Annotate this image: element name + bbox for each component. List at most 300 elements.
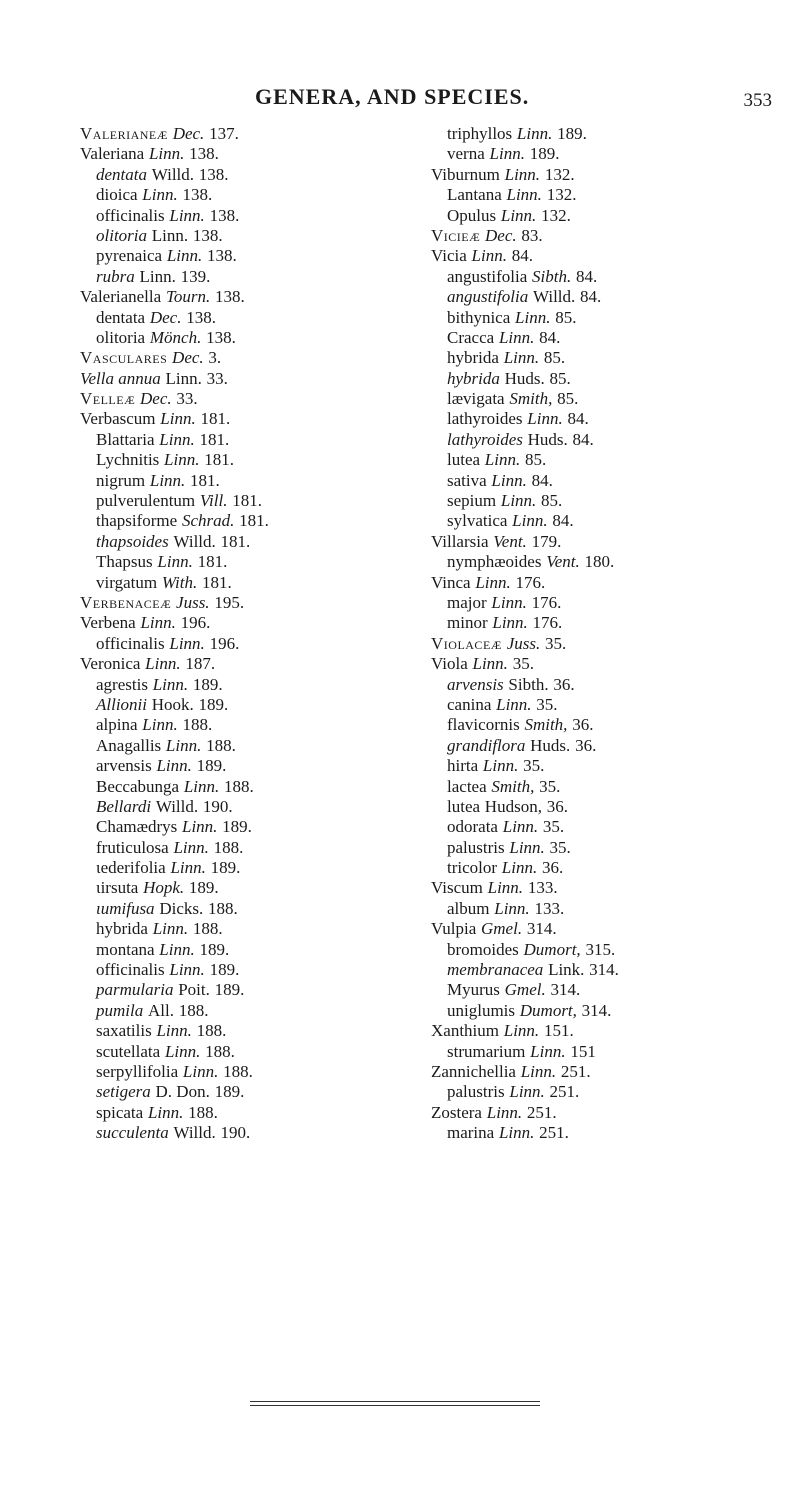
index-entry-genus [80,144,460,164]
entry-text: 189. [557,124,587,143]
index-entry-species [431,736,800,756]
entry-text: angustifolia [447,287,529,307]
entry-text: 133. [534,898,565,918]
entry-text: 138. [209,205,240,225]
entry-text: Vinca [431,572,471,592]
index-entry-species [431,185,800,205]
entry-text: pumila [96,1000,144,1020]
entry-text: hybrida [96,919,148,939]
entry-text: 36. [572,715,594,735]
entry-text: 188. [207,898,238,918]
entry-text: Opulus [447,205,497,225]
entry-text: officinalis [96,633,165,653]
entry-text: Dec. [485,225,517,245]
entry-text: Linn. [181,817,218,837]
index-entry-species [431,695,800,715]
entry-text: uniglumis [447,1000,516,1020]
entry-text: lactea [447,776,487,796]
index-entry-species [431,389,800,409]
index-entry-species [80,899,460,919]
entry-text: sylvatica [447,511,508,531]
entry-text: succulenta [96,1123,169,1143]
entry-text: Velleæ [80,389,136,409]
entry-text: scutellata [96,1041,161,1061]
entry-text: Linn. [482,756,519,776]
entry-text: thapsiforme [96,511,178,531]
index-entry-species [431,552,800,572]
entry-text: 84. [552,511,574,531]
entry-text: 188. [224,776,254,796]
index-entry-genus [431,878,800,898]
entry-text: Vulpia [431,919,477,939]
entry-text: 36. [546,796,568,816]
entry-text: sativa [447,470,487,490]
entry-text: Dec. [172,124,205,143]
entry-text: olitoria [96,225,148,245]
index-entry-species [80,552,460,572]
entry-text: Juss. [506,633,541,653]
entry-text: Valerianeæ [80,124,168,143]
entry-text: officinalis [96,205,165,225]
index-entry-species [431,1082,800,1102]
entry-text: D. Don. [155,1082,210,1102]
entry-text: saxatilis [96,1021,152,1041]
entry-text: 251. [539,1123,569,1143]
entry-text: 189. [209,960,240,980]
entry-text: 138. [192,225,223,245]
entry-text: palustris [447,837,505,857]
index-entry-species [80,777,460,797]
entry-text: Linn. [169,633,205,653]
entry-text: Linn. [166,246,203,266]
index-entry-species [431,308,800,328]
entry-text: Lychnitis [96,450,160,470]
index-entry-species [431,960,800,980]
index-entry-species [80,185,460,205]
entry-text: sepium [447,491,497,511]
entry-text: Myurus [447,980,500,1000]
entry-text: 315. [585,939,616,959]
entry-text: 189. [210,858,241,878]
entry-text: 132. [546,185,577,205]
index-entry-genus [431,226,800,246]
index-entry-species [80,634,460,654]
index-entry-genus [80,124,460,144]
entry-text: Huds. [527,429,568,449]
entry-text: 138. [182,185,213,205]
index-entry-genus [431,246,800,266]
entry-text: 84. [539,327,561,347]
entry-text: flavicornis [447,715,520,735]
entry-text: Linn. [173,837,209,857]
entry-text: bromoides [447,939,519,959]
entry-text: 132. [541,205,571,225]
entry-text: Lantana [447,185,502,205]
entry-text: 181. [204,450,234,470]
index-entry-species [80,308,460,328]
index-entry-species [80,246,460,266]
entry-text: 181. [199,429,230,449]
entry-text: Linn. [165,368,202,388]
entry-text: hirta [447,756,479,776]
entry-text: Sibth. [532,266,572,286]
entry-text: 188. [213,837,244,857]
entry-text: agrestis [96,674,148,694]
entry-text: Allionii [96,694,147,714]
entry-text: Linn. [500,491,537,511]
entry-text: 85. [524,450,547,470]
entry-text: 176. [531,592,562,612]
index-entry-species [431,287,800,307]
entry-text: Verbena [80,613,136,633]
entry-text: 84. [567,409,589,429]
entry-text: Dumort, [519,1000,577,1020]
index-entry-species [431,430,800,450]
entry-text: 151 [570,1041,596,1061]
page-number: 353 [743,90,772,111]
index-entry-species [431,940,800,960]
entry-text: ιirsuta [96,878,139,898]
entry-text: membranacea [447,960,544,980]
entry-text: 181. [197,552,228,572]
entry-text: thapsoides [96,531,169,551]
entry-text: spicata [96,1102,144,1122]
entry-text: rubra [96,266,135,286]
entry-text: 179. [531,531,562,551]
index-entry-species [80,450,460,470]
entry-text: Linn. [498,1123,535,1143]
entry-text: Linn. [140,613,176,633]
entry-text: 84. [511,246,533,266]
entry-text: 84. [575,266,598,286]
entry-text: 84. [572,429,594,449]
index-entry-species [431,450,800,470]
index-entry-genus [80,287,460,307]
entry-text: 35. [544,633,567,653]
entry-text: Linn. [151,225,189,245]
index-entry-species [80,797,460,817]
entry-text: Linn. [484,450,521,470]
index-entry-species [431,471,800,491]
index-entry-species [80,430,460,450]
entry-text: Dicks. [159,898,204,918]
entry-text: Linn. [164,450,200,470]
entry-text: 189. [188,878,219,898]
entry-text: Linn. [489,144,525,164]
entry-text: 190. [202,796,233,816]
index-entry-species [80,1001,460,1021]
entry-text: 189. [214,980,245,1000]
index-entry-species [431,838,800,858]
entry-text: lævigata [447,389,505,409]
index-entry-species [431,328,800,348]
entry-text: 35. [512,654,534,674]
entry-text: Smith, [509,389,553,409]
entry-text: Willd. [532,287,576,307]
entry-text: Tourn. [165,287,211,307]
entry-text: pulverulentum [96,491,196,511]
entry-text: Dumort, [523,939,581,959]
entry-text: Schrad. [181,511,235,531]
entry-text: 181. [200,409,231,429]
entry-text: 189. [198,694,229,714]
entry-text: 85. [555,307,577,327]
entry-text: verna [447,144,485,164]
entry-text: setigera [96,1082,151,1102]
entry-text: Linn. [516,124,553,143]
entry-text: 188. [188,1102,218,1122]
entry-text: 138. [198,164,229,184]
entry-text: 189. [214,1082,245,1102]
entry-text: triphyllos [447,124,513,143]
entry-text: Linn. [487,878,524,898]
entry-text: Linn. [159,429,195,449]
entry-text: 138. [206,327,236,347]
entry-text: Linn. [515,307,551,327]
entry-text: With. [161,572,198,592]
entry-text: Mönch. [149,327,202,347]
entry-text: Linn. [142,185,178,205]
entry-text: Linn. [502,817,539,837]
index-entry-species [431,409,800,429]
entry-text: Linn. [147,1102,184,1122]
entry-text: Linn. [494,898,530,918]
entry-text: Linn. [160,409,196,429]
index-entry-species [431,593,800,613]
entry-text: Poit. [178,980,210,1000]
index-entry-species [431,511,800,531]
entry-text: 181. [239,511,269,531]
entry-text: Linn. [145,654,181,674]
entry-text: 133. [527,878,558,898]
index-entry-species [80,756,460,776]
entry-text: Linn. [182,1061,219,1081]
entry-text: Linn. [475,572,511,592]
index-entry-species [80,267,460,287]
entry-text: Gmel. [481,919,523,939]
entry-text: palustris [447,1082,505,1102]
index-entry-genus [431,165,800,185]
index-entry-species [80,858,460,878]
entry-text: virgatum [96,572,158,592]
entry-text: dentata [96,307,146,327]
entry-text: Linn. [500,205,537,225]
entry-text: 188. [223,1061,253,1081]
index-entry-species [431,1042,800,1062]
entry-text: 85. [541,491,563,511]
index-entry-genus [431,1062,800,1082]
entry-text: Linn. [472,654,508,674]
entry-text: Blattaria [96,429,155,449]
entry-text: canina [447,694,492,714]
entry-text: ιederifolia [96,858,166,878]
entry-text: Linn. [491,470,527,490]
entry-text: 187. [185,654,216,674]
entry-text: Villarsia [431,531,489,551]
entry-text: Willd. [173,531,216,551]
entry-text: 35. [536,694,558,714]
entry-text: bithynica [447,307,511,327]
entry-text: Chamædrys [96,817,178,837]
entry-text: Hudson, [484,796,542,816]
entry-text: 138. [214,287,245,307]
entry-text: Linn. [492,613,528,633]
index-entry-genus [431,1021,800,1041]
index-entry-species [431,715,800,735]
entry-text: Dec. [149,307,182,327]
index-entry-species [80,573,460,593]
index-entry-species [80,226,460,246]
index-entry-species [80,960,460,980]
entry-text: 314. [581,1000,612,1020]
entry-text: 188. [196,1021,227,1041]
entry-text: Linn. [164,1041,201,1061]
index-entry-species [431,206,800,226]
entry-text: hybrida [447,368,500,388]
entry-text: Linn. [527,409,563,429]
index-entry-species [80,980,460,1000]
entry-text: Hook. [151,694,194,714]
entry-text: Linn. [169,960,205,980]
entry-text: Linn. [139,266,176,286]
entry-text: Gmel. [504,980,546,1000]
index-entry-species [80,471,460,491]
entry-text: 36. [575,735,597,755]
entry-text: 36. [541,858,564,878]
entry-text: Linn. [471,246,507,266]
index-entry-genus [431,532,800,552]
index-entry-species [80,878,460,898]
entry-text: 195. [214,592,245,612]
index-entry-genus [80,654,460,674]
index-column-left [80,124,460,1144]
index-entry-genus [80,389,460,409]
entry-text: Linn. [503,1021,540,1041]
entry-text: Dec. [140,389,172,409]
index-entry-species [80,715,460,735]
entry-text: Linn. [156,756,192,776]
entry-text: nigrum [96,470,146,490]
entry-text: 138. [189,144,219,164]
index-entry-species [80,940,460,960]
entry-text: Beccabunga [96,776,180,796]
entry-text: 314. [526,919,557,939]
entry-text: Linn. [149,470,186,490]
index-column-right [431,124,800,1144]
entry-text: Vicia [431,246,467,266]
entry-text: Willd. [155,796,199,816]
entry-text: Linn. [148,144,185,164]
entry-text: Linn. [530,1041,566,1061]
index-entry-genus [431,919,800,939]
index-entry-species [431,777,800,797]
entry-text: 196. [180,613,211,633]
entry-text: Linn. [142,715,178,735]
index-entry-species [80,328,460,348]
entry-text: Linn. [152,919,189,939]
entry-text: 196. [209,633,240,653]
entry-text: tricolor [447,858,498,878]
index-entry-species [80,1123,460,1143]
entry-text: Verbascum [80,409,156,429]
index-entry-species [80,532,460,552]
index-entry-genus [431,1103,800,1123]
entry-text: Linn. [501,858,538,878]
entry-text: 85. [543,348,566,368]
entry-text: strumarium [447,1041,526,1061]
end-rule [250,1401,540,1402]
entry-text: 189. [222,817,252,837]
entry-text: 35. [549,837,571,857]
entry-text: Vent. [493,531,527,551]
entry-text: 188. [192,919,223,939]
index-entry-species [80,206,460,226]
entry-text: 180. [584,552,615,572]
entry-text: Linn. [503,348,540,368]
index-entry-species [431,797,800,817]
entry-text: 251. [560,1061,591,1081]
entry-text: major [447,592,487,612]
index-entry-species [80,838,460,858]
entry-text: Vicieæ [431,225,481,245]
entry-text: Zannichellia [431,1061,516,1081]
entry-text: 139. [180,266,211,286]
entry-text: Valerianella [80,287,162,307]
entry-text: 3. [208,348,222,368]
entry-text: Huds. [530,735,571,755]
entry-text: 188. [205,1041,235,1061]
index-entry-genus [80,348,460,368]
entry-text: lutea [447,450,481,470]
entry-text: 35. [542,817,565,837]
entry-text: 314. [589,960,619,980]
entry-text: 33. [206,368,228,388]
entry-text: 176. [515,572,546,592]
entry-text: 138. [207,246,237,266]
index-entry-species [80,919,460,939]
index-entry-species [431,613,800,633]
index-entry-species [431,144,800,164]
index-entry-species [80,1042,460,1062]
entry-text: 84. [531,470,553,490]
entry-text: Violaceæ [431,633,502,653]
entry-text: arvensis [96,756,152,776]
entry-text: Verbenaceæ [80,592,172,612]
entry-text: Vent. [546,552,580,572]
entry-text: Vill. [199,491,228,511]
entry-text: Hopk. [143,878,185,898]
entry-text: minor [447,613,488,633]
entry-text: 251. [526,1102,557,1122]
entry-text: serpyllifolia [96,1061,179,1081]
entry-text: 189. [199,939,230,959]
entry-text: 137. [209,124,239,143]
entry-text: Linn. [169,205,205,225]
entry-text: lutea [447,796,481,816]
entry-text: 83. [521,225,543,245]
entry-text: 132. [544,164,575,184]
entry-text: hybrida [447,348,499,368]
entry-text: Zostera [431,1102,482,1122]
entry-text: 181. [202,572,232,592]
entry-text: grandiflora [447,735,526,755]
entry-text: 151. [543,1021,574,1041]
index-entry-species [431,858,800,878]
entry-text: Linn. [496,694,532,714]
entry-text: album [447,898,490,918]
index-entry-species [80,736,460,756]
index-entry-genus [431,573,800,593]
